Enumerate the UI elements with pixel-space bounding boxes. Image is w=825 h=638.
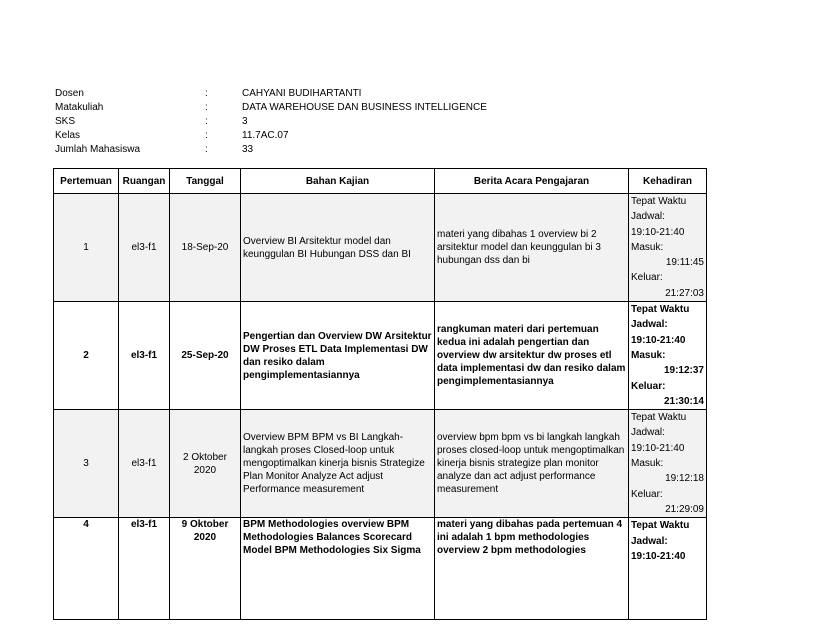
cell-bahan-kajian: Overview BPM BPM vs BI Langkah-langkah proses Closed-loop untuk mengoptimalkan kinerja bisnis Strategize Plan Monitor Analyze Act adjust Performance measurement bbox=[241, 410, 435, 518]
info-label: SKS bbox=[55, 116, 76, 127]
info-colon: : bbox=[205, 88, 208, 99]
schedule-label: Jadwal: bbox=[631, 535, 668, 547]
header-berita-acara: Berita Acara Pengajaran bbox=[435, 169, 629, 194]
info-value: CAHYANI BUDIHARTANTI bbox=[242, 88, 362, 99]
course-info bbox=[55, 87, 487, 157]
attendance-status: Tepat Waktu bbox=[631, 196, 687, 207]
cell-berita-acara: materi yang dibahas pada pertemuan 4 ini adalah 1 bpm methodologies overview 2 bpm methodologies bbox=[435, 518, 629, 620]
check-in-label: Masuk: bbox=[631, 458, 664, 470]
check-out-label: Keluar: bbox=[631, 272, 663, 284]
info-label: Matakuliah bbox=[55, 102, 104, 113]
info-row-kelas bbox=[55, 129, 487, 143]
cell-pertemuan: 1 bbox=[54, 194, 119, 302]
info-colon: : bbox=[205, 116, 208, 127]
check-in-label: Masuk: bbox=[631, 349, 666, 361]
cell-berita-acara: materi yang dibahas 1 overview bi 2 arsitektur model dan keunggulan bi 3 hubungan dss dan bi bbox=[435, 194, 629, 302]
cell-bahan-kajian: Pengertian dan Overview DW Arsitektur DW Proses ETL Data Implementasi DW dan resiko dalam pengimplementasiannya bbox=[241, 302, 435, 410]
attendance-status: Tepat Waktu bbox=[631, 412, 687, 424]
header-tanggal: Tanggal bbox=[170, 169, 241, 194]
cell-ruangan: el3-f1 bbox=[119, 302, 170, 410]
header-bahan-kajian: Bahan Kajian bbox=[241, 169, 435, 194]
table-row bbox=[54, 302, 707, 410]
cell-pertemuan: 2 bbox=[54, 302, 119, 410]
info-colon: : bbox=[205, 144, 208, 155]
schedule-label: Jadwal: bbox=[631, 319, 668, 331]
check-out-time: 21:29:09 bbox=[665, 503, 704, 515]
info-label: Kelas bbox=[55, 130, 81, 141]
info-label: Jumlah Mahasiswa bbox=[55, 144, 141, 155]
schedule-time: 19:10-21:40 bbox=[631, 334, 686, 346]
cell-tanggal: 9 Oktober 2020 bbox=[170, 518, 241, 620]
info-row-matakuliah bbox=[55, 101, 487, 115]
check-out-time: 21:27:03 bbox=[665, 287, 704, 299]
cell-ruangan: el3-f1 bbox=[119, 410, 170, 518]
table-header-row bbox=[54, 169, 707, 194]
info-value: 3 bbox=[242, 116, 248, 127]
attendance-table bbox=[53, 168, 707, 620]
schedule-label: Jadwal: bbox=[631, 211, 665, 223]
check-out-label: Keluar: bbox=[631, 488, 663, 500]
cell-berita-acara: overview bpm bpm vs bi langkah langkah proses closed-loop untuk mengoptimalkan kinerja bisnis strategize plan monitor analyze dan act adjust performance measurement bbox=[435, 410, 629, 518]
cell-kehadiran bbox=[629, 194, 707, 302]
info-value: 33 bbox=[242, 144, 254, 155]
schedule-time: 19:10-21:40 bbox=[631, 226, 685, 238]
info-colon: : bbox=[205, 102, 208, 113]
check-out-label: Keluar: bbox=[631, 380, 666, 392]
cell-tanggal: 25-Sep-20 bbox=[170, 302, 241, 410]
schedule-label: Jadwal: bbox=[631, 427, 665, 439]
info-row-sks bbox=[55, 115, 487, 129]
check-out-time: 21:30:14 bbox=[663, 395, 704, 407]
info-value: DATA WAREHOUSE DAN BUSINESS INTELLIGENCE bbox=[242, 102, 487, 113]
schedule-time: 19:10-21:40 bbox=[631, 442, 685, 454]
check-in-time: 19:11:45 bbox=[665, 257, 704, 269]
cell-bahan-kajian: Overview BI Arsitektur model dan keunggulan BI Hubungan DSS dan BI bbox=[241, 194, 435, 302]
cell-pertemuan: 3 bbox=[54, 410, 119, 518]
info-row-dosen bbox=[55, 87, 487, 101]
info-label: Dosen bbox=[55, 88, 84, 99]
table-row bbox=[54, 410, 707, 518]
cell-kehadiran bbox=[629, 518, 707, 620]
cell-kehadiran bbox=[629, 302, 707, 410]
header-pertemuan: Pertemuan bbox=[54, 169, 119, 194]
attendance-status: Tepat Waktu bbox=[631, 304, 690, 316]
attendance-table-container bbox=[53, 168, 706, 562]
cell-ruangan: el3-f1 bbox=[119, 194, 170, 302]
header-ruangan: Ruangan bbox=[119, 169, 170, 194]
cell-ruangan: el3-f1 bbox=[119, 518, 170, 620]
table-row bbox=[54, 194, 707, 302]
cell-pertemuan: 4 bbox=[54, 518, 119, 620]
cell-bahan-kajian: BPM Methodologies overview BPM Methodologies Balances Scorecard Model BPM Methodologies Six Sigma bbox=[241, 518, 435, 620]
schedule-time: 19:10-21:40 bbox=[631, 550, 686, 562]
cell-kehadiran bbox=[629, 410, 707, 518]
header-kehadiran: Kehadiran bbox=[629, 169, 707, 194]
cell-berita-acara: rangkuman materi dari pertemuan kedua ini adalah pengertian dan overview dw arsitektur dw proses etl data implementasi dw dan resiko dalam pengimplementasiannya bbox=[435, 302, 629, 410]
check-in-label: Masuk: bbox=[631, 241, 664, 253]
table-row bbox=[54, 518, 707, 620]
info-value: 11.7AC.07 bbox=[242, 130, 289, 141]
cell-tanggal: 2 Oktober 2020 bbox=[170, 410, 241, 518]
info-row-jumlah-mahasiswa bbox=[55, 143, 487, 157]
check-in-time: 19:12:18 bbox=[665, 473, 704, 485]
info-colon: : bbox=[205, 130, 208, 141]
attendance-status: Tepat Waktu bbox=[631, 520, 690, 532]
cell-tanggal: 18-Sep-20 bbox=[170, 194, 241, 302]
check-in-time: 19:12:37 bbox=[663, 365, 704, 377]
